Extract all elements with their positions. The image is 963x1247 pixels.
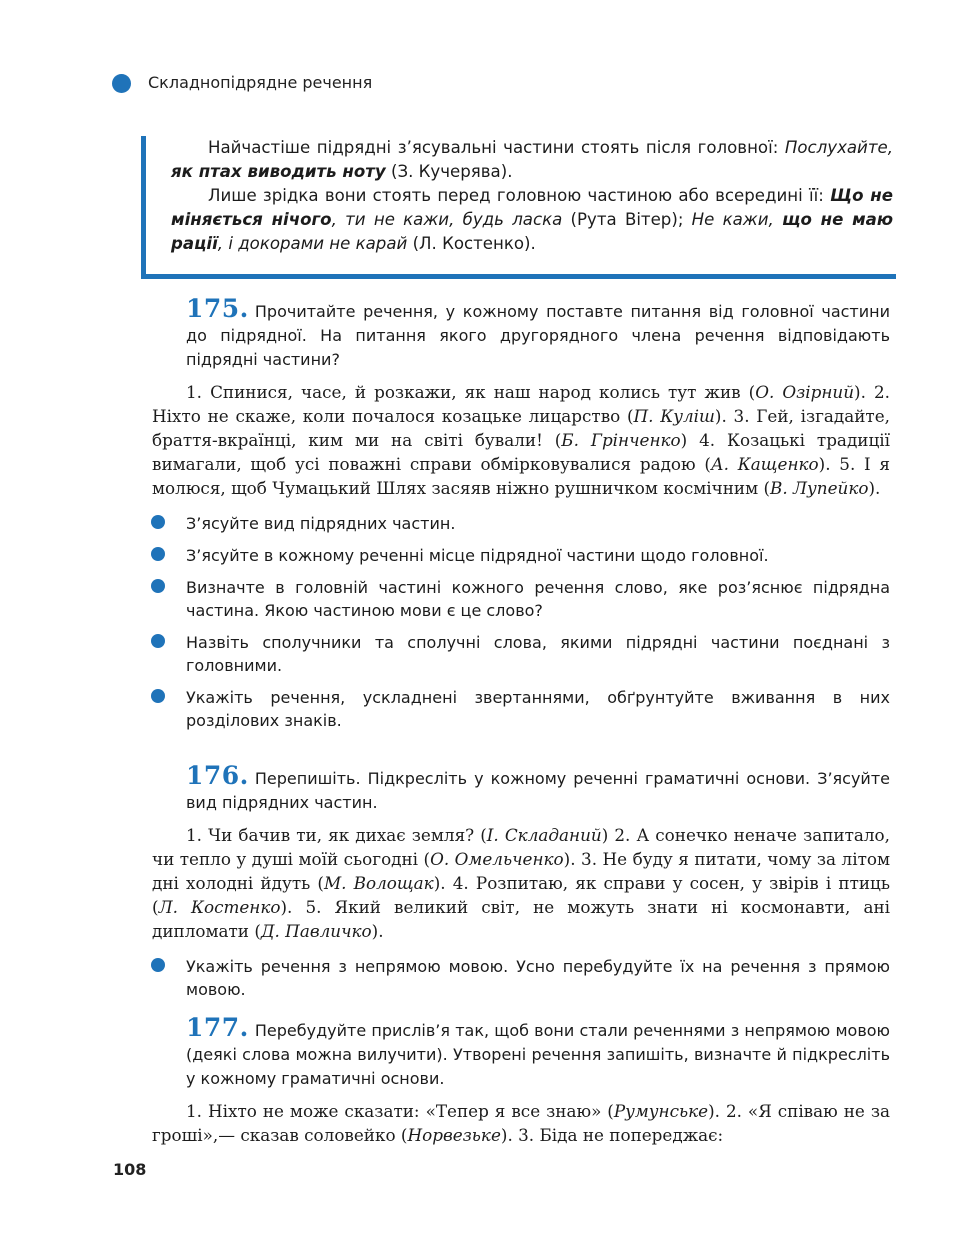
exercise-number: 175. — [186, 294, 249, 323]
task-item: Укажіть речення з непрямою мовою. Усно перебудуйте їх на речення з прямою мовою. — [152, 955, 890, 1001]
exercise-text: 1. Ніхто не може сказати: «Тепер я все знаю» (Румунське). 2. «Я співаю не за гроші»,— сказав соловейко (Норвезьке). 3. Біда не попереджає: — [152, 1101, 890, 1145]
exercise-175 — [152, 294, 890, 732]
exercise-text: 1. Чи бачив ти, як дихає земля? (І. Складаний) 2. А сонечко неначе запитало, чи тепло у душі моїй сьогодні (О. Омельченко). 3. Не буду я питати, чому за літом дні холодні йдуть (М. Волощак). 4. Розпитаю, як справи у сосен, у звірів і птиць (Л. Костенко). 5. Який великий світ, не можуть знати ні космонавти, ані дипломати (Д. Павличко). — [152, 825, 891, 941]
exercise-number: 176. — [186, 761, 249, 790]
task-item: Укажіть речення, ускладнені звертаннями, обґрунтуйте вживання в них розділових знаків. — [152, 686, 890, 732]
task-item: З’ясуйте вид підрядних частин. — [152, 512, 890, 535]
bullet-icon — [151, 634, 165, 648]
running-header: Складнопідрядне речення — [148, 73, 373, 92]
task-item: Назвіть сполучники та сполучні слова, якими підрядні частини поєднані з головними. — [152, 631, 890, 677]
rule-text — [171, 136, 893, 256]
bullet-icon — [151, 958, 165, 972]
exercise-instruction: 175. Прочитайте речення, у кожному поставте питання від головної частини до підрядної. На питання якого другорядного члена речення відповідають підрядні частини? — [186, 294, 890, 369]
bullet-icon — [151, 547, 165, 561]
task-item: Визначте в головній частині кожного речення слово, яке роз’яснює підрядна частина. Якою частиною мови є це слово? — [152, 576, 890, 622]
exercise-text: 1. Спинися, часе, й розкажи, як наш народ колись тут жив (О. Озірний). 2. Ніхто не скаже, коли почалося козацьке лицарство (П. Куліш). 3. Гей, ізгадайте, браття-вкраїнці, ким ми на світі бували! (Б. Грінченко) 4. Козацькі традиції вимагали, щоб усі поважні справи обмірковувалися радою (А. Кащенко). 5. І я молюся, щоб Чумацький Шлях засяяв ніжно рушничком космічним (В. Лупейко). — [152, 382, 890, 498]
exercise-177 — [152, 1013, 890, 1147]
header-bullet — [112, 74, 131, 93]
exercise-number: 177. — [186, 1013, 249, 1042]
page-number: 108 — [113, 1160, 147, 1179]
rule-paragraph-2: Лише зрідка вони стоять перед головною частиною або всередині її: Що не міняється нічого, ти не кажи, будь ласка (Рута Вітер); Не кажи, що не маю рації, і докорами не карай (Л. Костенко). — [171, 186, 893, 253]
exercise-instruction: 176. Перепишіть. Підкресліть у кожному реченні граматичні основи. З’ясуйте вид підрядних частин. — [186, 761, 890, 812]
rule-paragraph-1: Найчастіше підрядні з’ясувальні частини стоять після головної: Послухайте, як птах виводить ноту (З. Кучерява). — [171, 138, 893, 181]
exercise-instruction: 177. Перебудуйте прислів’я так, щоб вони стали реченнями з непрямою мовою (деякі слова можна вилучити). Утворені речення запишіть, визначте й підкресліть у кожному граматичні основи. — [186, 1013, 890, 1088]
rule-box — [141, 136, 896, 279]
bullet-icon — [151, 689, 165, 703]
bullet-icon — [151, 579, 165, 593]
exercise-176 — [152, 761, 891, 1001]
bullet-icon — [151, 515, 165, 529]
task-item: З’ясуйте в кожному реченні місце підрядної частини щодо головної. — [152, 544, 890, 567]
